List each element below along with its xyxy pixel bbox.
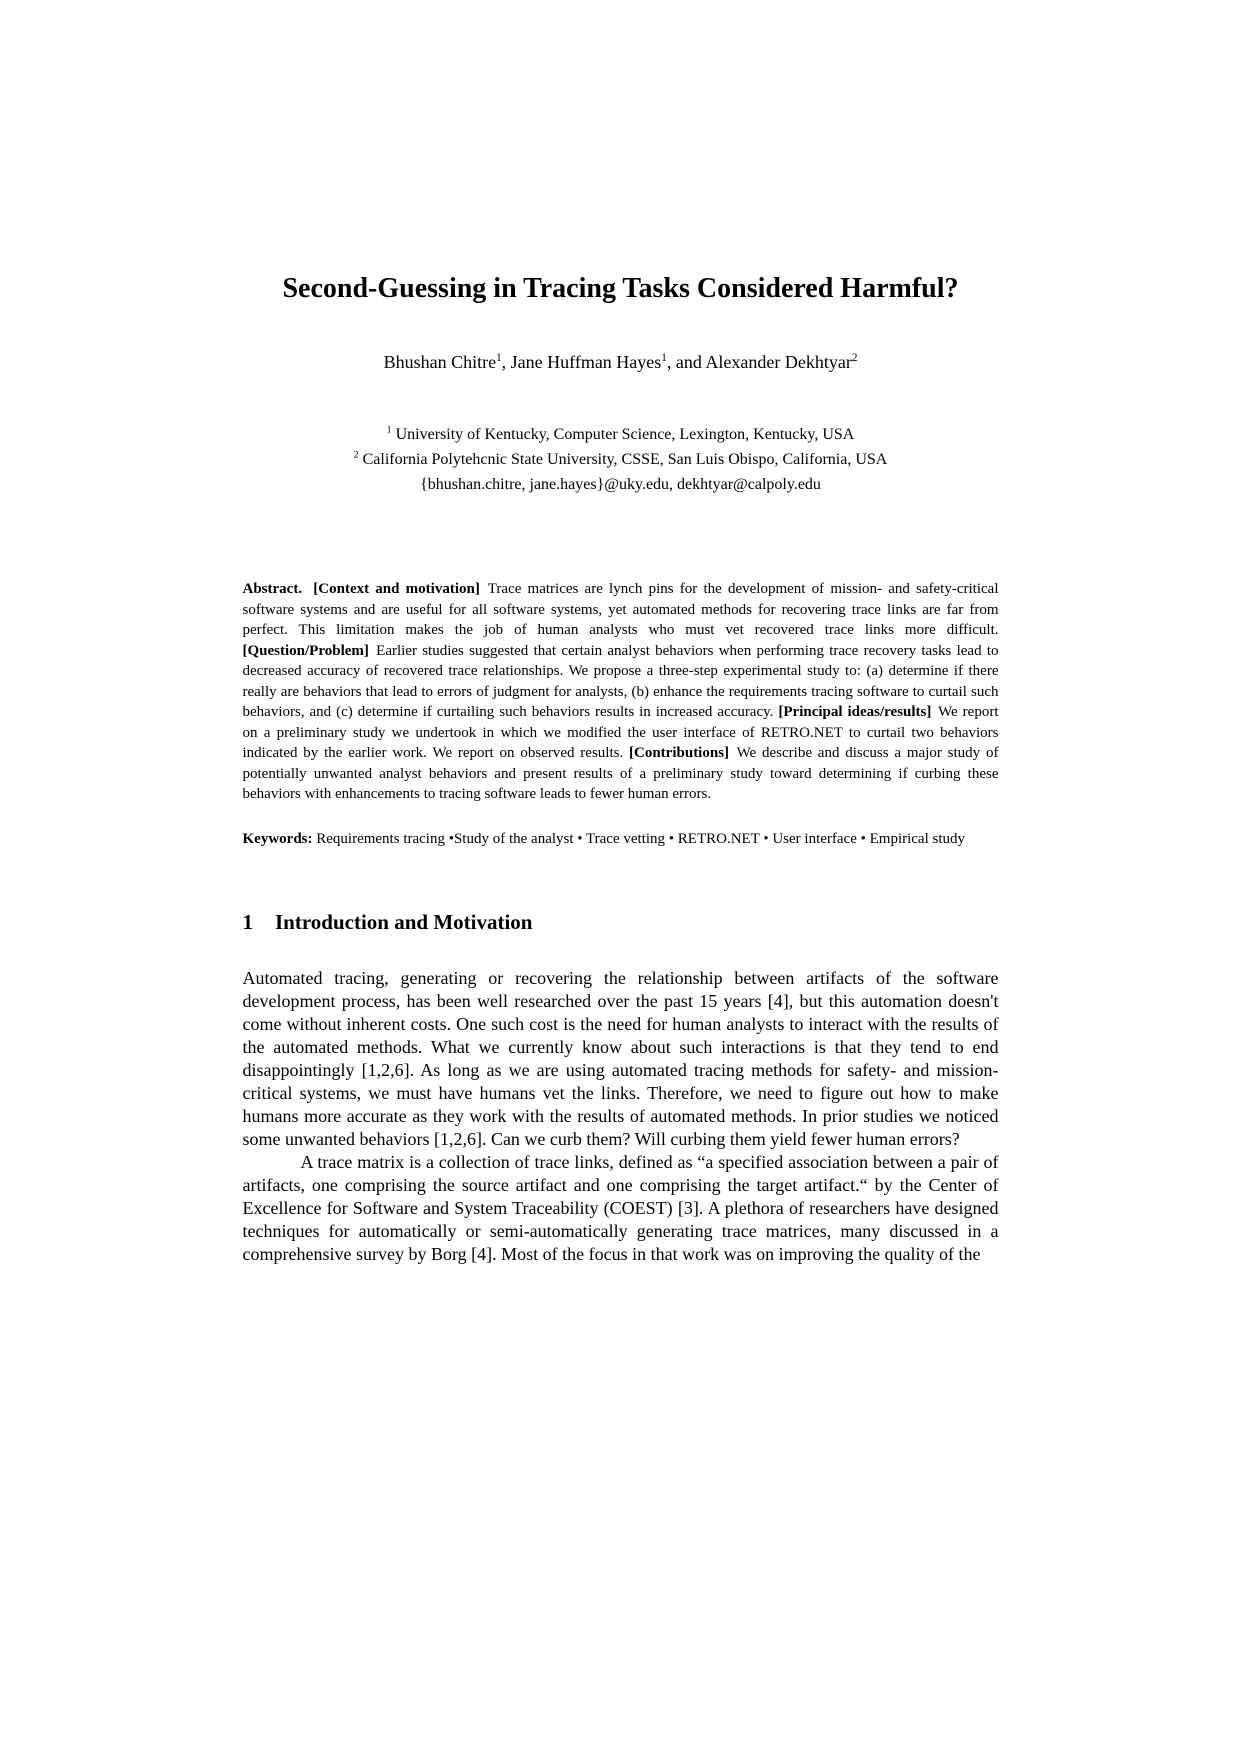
affiliation-superscript: 1 (386, 424, 392, 436)
section-title: Introduction and Motivation (275, 910, 533, 934)
paper-title: Second-Guessing in Tracing Tasks Considered Harmful? (282, 273, 959, 304)
affiliation-line (243, 422, 999, 447)
abstract-tag-contributions: [Contributions] (629, 745, 730, 761)
author-superscript: 2 (851, 352, 858, 364)
body-paragraph-2: A trace matrix is a collection of trace links, defined as “a specified association between a pair of artifacts, one comprising the source artifact and one comprising the target artifact.“ by the Center of Excellence for Software and System Traceability (COEST) [3]. A plethora of researchers have designed techniques for automatically or semi-automatically generating trace matrices, many discussed in a comprehensive survey by Borg [4]. Most of the focus in that work was on improving the quality of the (242, 1152, 999, 1264)
content-column (243, 0, 999, 1266)
section-number: 1 (242, 910, 253, 934)
author-separator: , (501, 352, 511, 372)
abstract-tag-context: [Context and motivation] (313, 581, 480, 597)
authors-line (243, 350, 999, 374)
affiliations-block (243, 422, 999, 497)
abstract-text-contributions: We describe and discuss a major study of potentially unwanted analyst behaviors and present results of a preliminary study toward determining if curbing these behaviors with enhancements to tracing software leads to fewer human errors. (242, 745, 999, 802)
affiliation-text: University of Kentucky, Computer Science, Lexington, Kentucky, USA (395, 426, 855, 443)
abstract-paragraph (243, 579, 999, 805)
keywords-label: Keywords: (242, 830, 313, 847)
keywords-text: Requirements tracing •Study of the analyst • Trace vetting • RETRO.NET • User interface • Empirical study (316, 830, 966, 847)
abstract-text-context: Trace matrices are lynch pins for the development of mission- and safety-critical software systems and are useful for all software systems, yet automated methods for recovering trace links are far from perfect. This limitation makes the job of human analysts who must vet recovered trace links more difficult. (242, 581, 999, 638)
email-line: {bhushan.chitre, jane.hayes}@uky.edu, dekhtyar@calpoly.edu (420, 476, 821, 493)
author-name: Alexander Dekhtyar (705, 352, 852, 372)
abstract-tag-question: [Question/Problem] (242, 642, 369, 659)
author-name: Jane Huffman Hayes (510, 352, 662, 372)
abstract-text-question: Earlier studies suggested that certain analyst behaviors when performing trace recovery tasks lead to decreased accuracy of recovered trace relationships. We propose a three-step experimental study to: (a) determine if there really are behaviors that lead to errors of judgment for analysts, (b) enhance the requirements tracing software to curtail such behaviors, and (c) determine if curtailing such behaviors results in increased accuracy. (242, 642, 999, 720)
affiliation-superscript: 2 (353, 449, 359, 461)
abstract-label: Abstract. (242, 581, 303, 597)
affiliation-text: California Polytehcnic State University, CSSE, San Luis Obispo, California, USA (362, 451, 888, 468)
affiliation-line (243, 447, 999, 472)
keywords-paragraph (243, 829, 999, 850)
section-heading (243, 909, 999, 935)
author-superscript: 1 (496, 352, 502, 364)
author-separator: , and (666, 352, 706, 372)
author-superscript: 1 (661, 352, 667, 364)
abstract-tag-principal: [Principal ideas/results] (778, 704, 932, 720)
abstract-text-principal: We report on a preliminary study we undertook in which we modified the user interface of RETRO.NET to curtail two behaviors indicated by the earlier work. We report on observed results. (242, 704, 999, 761)
body-paragraph-1: Automated tracing, generating or recovering the relationship between artifacts of the software development process, has been well researched over the past 15 years [4], but this automation doesn't come without inherent costs. One such cost is the need for human analysts to interact with the results of the automated methods. What we currently know about such interactions is that they tend to end disappointingly [1,2,6]. As long as we are using automated tracing methods for safety- and mission-critical systems, we must have humans vet the links. Therefore, we need to figure out how to make humans more accurate as they work with the results of automated methods. In prior studies we noticed some unwanted behaviors [1,2,6]. Can we curb them? Will curbing them yield fewer human errors? (242, 968, 999, 1149)
author-name: Bhushan Chitre (383, 352, 497, 372)
